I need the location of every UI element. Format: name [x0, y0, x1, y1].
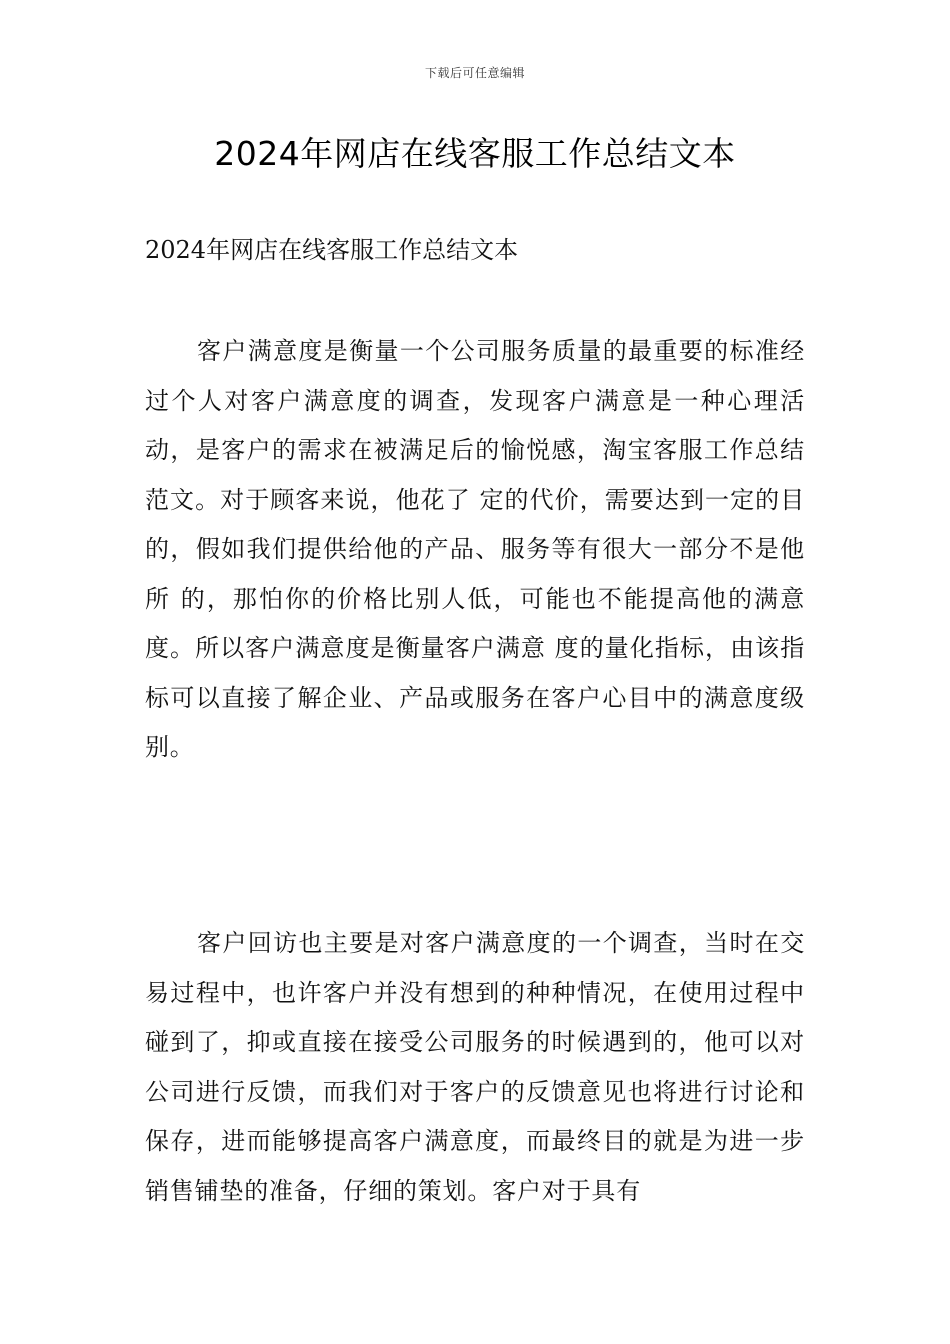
header-note: 下载后可任意编辑 [424, 66, 525, 80]
body-paragraph-2: 客户回访也主要是对客户满意度的一个调查，当时在交易过程中，也许客户并没有想到的种种情况，在使用过程中碰到了，抑或直接在接受公司服务的时候遇到的，他可以对公司进行反馈，而我们对于客户的反馈意见也将进行讨论和保存，进而能够提高客户满意度，而最终目的就是为进一步销售铺垫的准备，仔细的策划。客户对于具有 [145, 929, 805, 1205]
body-paragraph-1: 客户满意度是衡量一个公司服务质量的最重要的标准经过个人对客户满意度的调查，发现客户满意是一种心理活动，是客户的需求在被满足后的愉悦感，淘宝客服工作总结范文。对于顾客来说，他花了 定的代价，需要达到一定的目的，假如我们提供给他的产品、服务等有很大一部分不是他所 的，那怕你的价格比别人低，可能也不能提高他的满意度。所以客户满意度是衡量客户满意 度的量化指标，由该指标可以直接了解企业、产品或服务在客户心目中的满意度级别。 [145, 337, 805, 761]
document-title: 2024年网店在线客服工作总结文本 [214, 134, 736, 173]
document-subtitle: 2024年网店在线客服工作总结文本 [145, 236, 519, 264]
